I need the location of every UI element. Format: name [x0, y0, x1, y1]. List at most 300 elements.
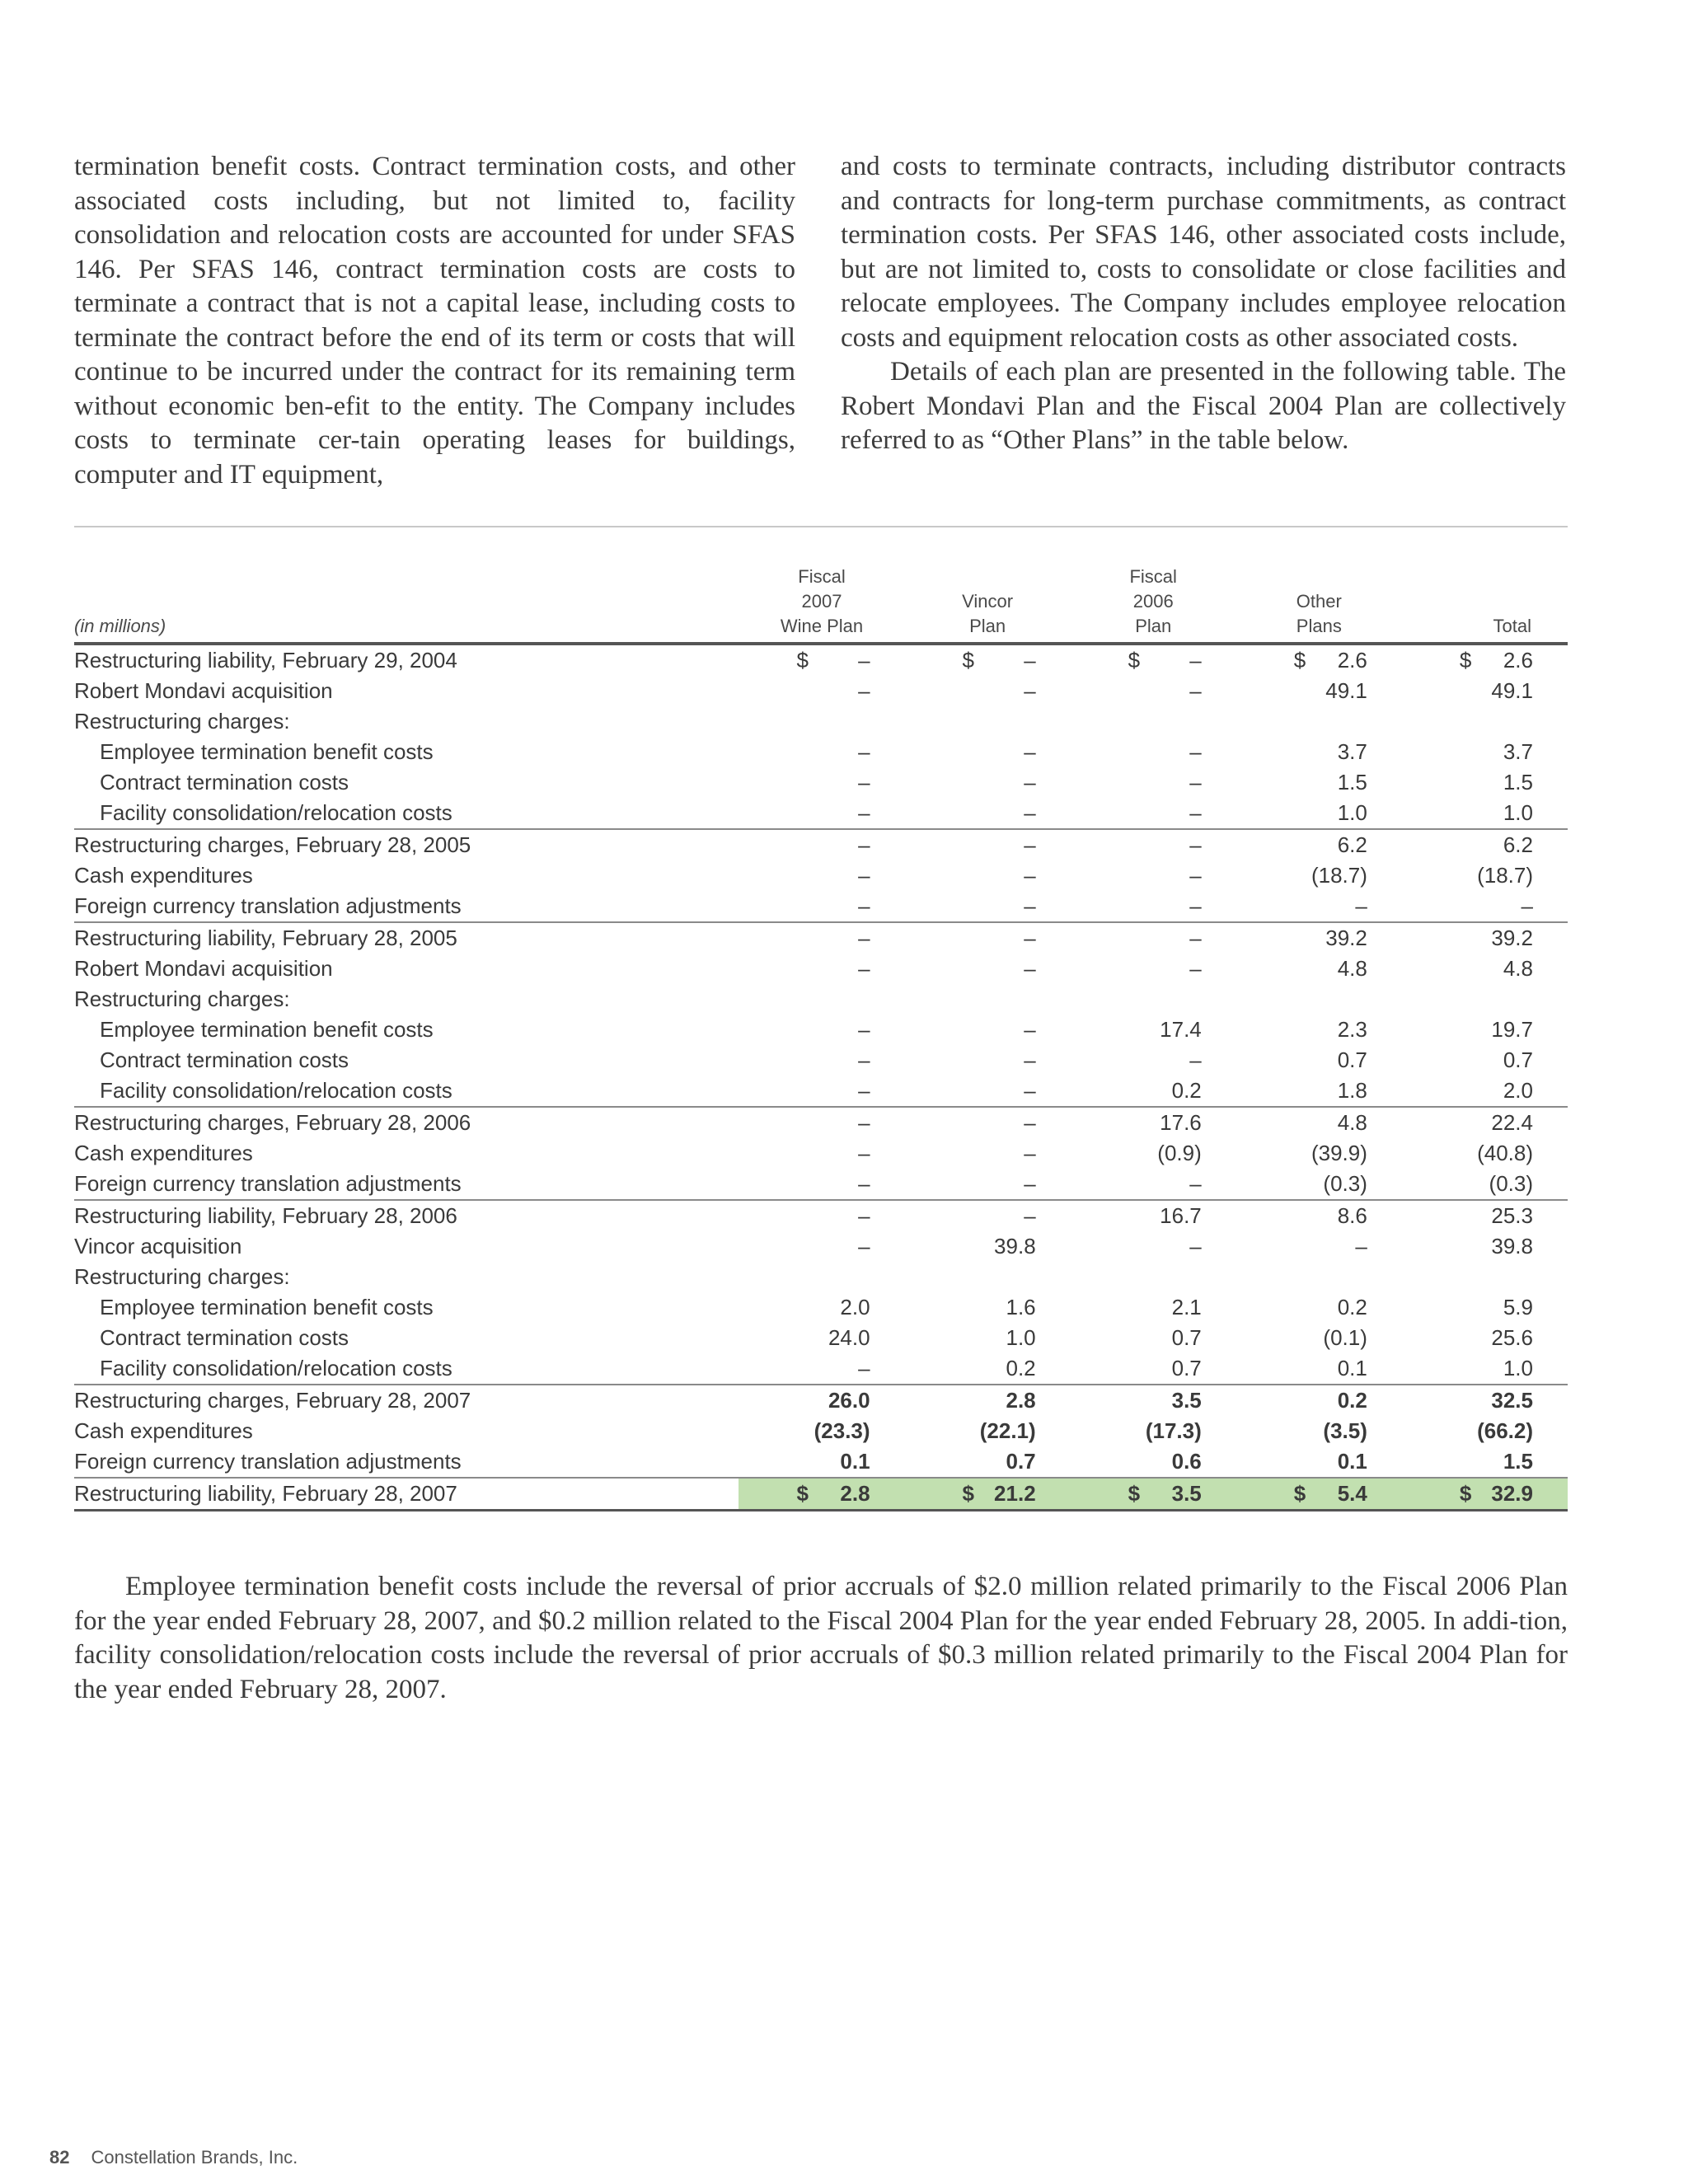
table-cell	[1402, 1262, 1568, 1292]
row-label: Vincor acquisition	[74, 1234, 242, 1258]
cell-value: 39.2	[1491, 926, 1533, 950]
table-header-row	[74, 565, 1568, 644]
cell-value: –	[1189, 770, 1202, 794]
table-cell	[1071, 1200, 1236, 1231]
table-cell	[738, 676, 904, 706]
table-row	[74, 1416, 1568, 1446]
column-header: Fiscal 2007 Wine Plan	[780, 566, 864, 636]
cell-value: –	[1521, 893, 1533, 918]
cell-value: 39.8	[1491, 1234, 1533, 1258]
column-header: Vincor Plan	[962, 591, 1014, 636]
table-cell	[1402, 737, 1568, 767]
row-label: Restructuring charges, February 28, 2006	[74, 1107, 738, 1138]
table-cell	[738, 891, 904, 922]
table-cell	[905, 1478, 1071, 1511]
row-label: Employee termination benefit costs	[100, 739, 434, 764]
row-label: Employee termination benefit costs	[100, 1017, 434, 1042]
table-cell	[738, 798, 904, 829]
table-cell	[1071, 1385, 1236, 1416]
cell-value: 2.8	[840, 1481, 870, 1506]
table-cell	[1402, 1416, 1568, 1446]
table-row	[74, 1385, 1568, 1416]
table-cell	[738, 1015, 904, 1045]
row-label: Contract termination costs	[100, 1047, 349, 1072]
cell-value: (18.7)	[1477, 863, 1533, 888]
row-label: Cash expenditures	[74, 1141, 253, 1165]
row-label: Foreign currency translation adjustments	[74, 1171, 462, 1196]
table-cell	[1236, 1478, 1402, 1511]
right-column-paragraph-2: Details of each plan are presented in the following table. The Robert Mondavi Plan and the Fiscal 2004 Plan are collectively referred to as “Other Plans” in the table below.	[841, 357, 1566, 455]
units-label: (in millions)	[74, 616, 166, 636]
cell-value: –	[858, 863, 870, 888]
row-label: Contract termination costs	[100, 1325, 349, 1350]
cell-value: 5.4	[1337, 1481, 1367, 1506]
table-cell	[1071, 767, 1236, 798]
table-cell	[1071, 1076, 1236, 1107]
cell-value: –	[858, 648, 870, 673]
cell-value: –	[1024, 739, 1036, 764]
row-label: Foreign currency translation adjustments	[74, 893, 462, 918]
cell-value: –	[1189, 863, 1202, 888]
table-cell	[1402, 1323, 1568, 1353]
cell-value: 1.5	[1503, 770, 1533, 794]
cell-value: –	[1024, 1017, 1036, 1042]
cell-value: –	[1024, 832, 1036, 857]
table-cell	[738, 1478, 904, 1511]
table-cell	[905, 891, 1071, 922]
table-cell	[1402, 1292, 1568, 1323]
cell-value: –	[1189, 678, 1202, 703]
table-cell	[1071, 1416, 1236, 1446]
table-cell	[1071, 1353, 1236, 1385]
table-cell	[1236, 1169, 1402, 1200]
cell-value: 1.6	[1006, 1295, 1036, 1319]
table-cell	[905, 1292, 1071, 1323]
row-label: Restructuring liability, February 29, 2004	[74, 648, 457, 673]
table-cell	[738, 767, 904, 798]
cell-value: –	[1189, 1047, 1202, 1072]
cell-value: 1.0	[1006, 1325, 1036, 1350]
table-cell	[1071, 1446, 1236, 1478]
table-cell	[905, 1231, 1071, 1262]
cell-value: –	[1189, 1234, 1202, 1258]
table-row	[74, 706, 1568, 737]
table-cell	[905, 1138, 1071, 1169]
table-cell	[1402, 1200, 1568, 1231]
cell-value: –	[1024, 770, 1036, 794]
table-cell	[905, 1323, 1071, 1353]
page-footer	[49, 2147, 298, 2168]
table-cell	[1071, 1231, 1236, 1262]
table-cell	[1071, 1478, 1236, 1511]
table-cell	[1402, 676, 1568, 706]
company-name: Constellation Brands, Inc.	[91, 2147, 298, 2168]
cell-value: –	[1024, 1047, 1036, 1072]
table-cell	[1402, 1478, 1568, 1511]
cell-value: 22.4	[1491, 1110, 1533, 1135]
table-cell	[1236, 706, 1402, 737]
cell-value: 32.5	[1491, 1388, 1533, 1413]
cell-value: 0.7	[1006, 1449, 1036, 1474]
currency-symbol: $	[1459, 648, 1472, 673]
row-label: Facility consolidation/relocation costs	[100, 1078, 452, 1103]
cell-value: 0.1	[840, 1449, 870, 1474]
cell-value: –	[858, 956, 870, 981]
cell-value: (0.3)	[1489, 1171, 1533, 1196]
table-cell	[738, 1045, 904, 1076]
cell-value: 1.0	[1503, 800, 1533, 825]
table-cell	[1236, 1200, 1402, 1231]
cell-value: 1.8	[1337, 1078, 1367, 1103]
table-cell	[1402, 1169, 1568, 1200]
table-cell	[738, 1262, 904, 1292]
cell-value: 4.8	[1337, 1110, 1367, 1135]
table-row	[74, 1015, 1568, 1045]
table-cell	[1071, 737, 1236, 767]
cell-value: 1.0	[1337, 800, 1367, 825]
cell-value: –	[1189, 739, 1202, 764]
table-cell	[1236, 1015, 1402, 1045]
cell-value: –	[858, 800, 870, 825]
cell-value: 6.2	[1337, 832, 1367, 857]
table-cell	[905, 954, 1071, 984]
table-cell	[1071, 1045, 1236, 1076]
row-label: Restructuring liability, February 28, 2006	[74, 1200, 738, 1231]
table-row	[74, 737, 1568, 767]
cell-value: 21.2	[994, 1481, 1036, 1506]
cell-value: –	[1024, 800, 1036, 825]
table-cell	[1236, 891, 1402, 922]
table-cell	[738, 922, 904, 954]
cell-value: 1.5	[1503, 1449, 1533, 1474]
table-cell	[1402, 798, 1568, 829]
table-cell	[1236, 1045, 1402, 1076]
currency-symbol: $	[796, 648, 809, 673]
table-cell	[905, 798, 1071, 829]
cell-value: 16.7	[1160, 1203, 1202, 1228]
cell-value: 2.1	[1171, 1295, 1202, 1319]
left-column-paragraph: termination benefit costs. Contract termination costs, and other associated costs including, but not limited to, facility consolidation and relocation costs are accounted for under SFAS 146. Per SFAS 146, contract termination costs are costs to terminate a contract that is not a capital lease, including costs to terminate the contract before the end of its term or costs that will continue to be incurred under the contract for its remaining term without economic ben-efit to the entity. The Company includes costs to terminate cer-tain operating leases for buildings, computer and IT equipment,	[74, 152, 795, 490]
table-cell	[1071, 676, 1236, 706]
table-cell	[1071, 1015, 1236, 1045]
table-cell	[1236, 829, 1402, 860]
table-cell	[1402, 1385, 1568, 1416]
table-row	[74, 1138, 1568, 1169]
table-cell	[905, 860, 1071, 891]
table-cell	[1236, 1446, 1402, 1478]
cell-value: 0.7	[1337, 1047, 1367, 1072]
table-row	[74, 954, 1568, 984]
cell-value: –	[858, 832, 870, 857]
cell-value: 0.2	[1337, 1388, 1367, 1413]
cell-value: –	[1355, 893, 1367, 918]
table-cell	[738, 954, 904, 984]
table-cell	[738, 1292, 904, 1323]
cell-value: (40.8)	[1477, 1141, 1533, 1165]
cell-value: (0.3)	[1323, 1171, 1367, 1196]
table-cell	[738, 1138, 904, 1169]
table-cell	[905, 1416, 1071, 1446]
table-cell	[1071, 1138, 1236, 1169]
row-label: Foreign currency translation adjustments	[74, 1449, 462, 1474]
table-row	[74, 1076, 1568, 1107]
cell-value: –	[1024, 678, 1036, 703]
currency-symbol: $	[1128, 1481, 1141, 1506]
cell-value: –	[858, 1203, 870, 1228]
table-row	[74, 984, 1568, 1015]
cell-value: (23.3)	[814, 1418, 870, 1443]
cell-value: 26.0	[828, 1388, 870, 1413]
currency-symbol: $	[1459, 1481, 1472, 1506]
table-cell	[738, 1169, 904, 1200]
table-cell	[1236, 1353, 1402, 1385]
table-cell	[1071, 706, 1236, 737]
table-row	[74, 676, 1568, 706]
table-row	[74, 1045, 1568, 1076]
table-row	[74, 1292, 1568, 1323]
row-label: Restructuring charges, February 28, 2005	[74, 829, 738, 860]
table-cell	[1236, 1076, 1402, 1107]
currency-symbol: $	[1293, 648, 1306, 673]
table-cell	[1402, 954, 1568, 984]
table-row	[74, 1107, 1568, 1138]
cell-value: –	[858, 1171, 870, 1196]
cell-value: (18.7)	[1311, 863, 1367, 888]
table-cell	[738, 737, 904, 767]
row-label: Facility consolidation/relocation costs	[100, 1356, 452, 1380]
table-cell	[905, 829, 1071, 860]
column-header: Fiscal 2006 Plan	[1129, 566, 1177, 636]
table-cell	[738, 1200, 904, 1231]
table-row	[74, 1323, 1568, 1353]
table-row	[74, 891, 1568, 922]
cell-value: –	[858, 1356, 870, 1380]
restructuring-liability-table	[74, 565, 1568, 1511]
row-label: Cash expenditures	[74, 863, 253, 888]
table-cell	[905, 1015, 1071, 1045]
cell-value: 0.2	[1337, 1295, 1367, 1319]
table-cell	[1402, 1446, 1568, 1478]
cell-value: –	[1189, 926, 1202, 950]
cell-value: –	[858, 770, 870, 794]
table-cell	[1236, 737, 1402, 767]
cell-value: –	[858, 678, 870, 703]
cell-value: –	[1024, 1171, 1036, 1196]
cell-value: 2.0	[1503, 1078, 1533, 1103]
cell-value: 4.8	[1337, 956, 1367, 981]
table-cell	[738, 1107, 904, 1138]
cell-value: 3.7	[1503, 739, 1533, 764]
table-cell	[1236, 860, 1402, 891]
row-label: Robert Mondavi acquisition	[74, 678, 333, 703]
table-cell	[905, 706, 1071, 737]
cell-value: –	[858, 1047, 870, 1072]
cell-value: –	[1189, 893, 1202, 918]
table-cell	[905, 1262, 1071, 1292]
cell-value: 25.3	[1491, 1203, 1533, 1228]
table-cell	[1236, 954, 1402, 984]
footnote-paragraph-block	[74, 1570, 1568, 1707]
cell-value: 3.5	[1171, 1481, 1202, 1506]
cell-value: 0.1	[1337, 1449, 1367, 1474]
table-cell	[1236, 1138, 1402, 1169]
cell-value: –	[1189, 800, 1202, 825]
column-header: Total	[1493, 616, 1531, 636]
table-cell	[1402, 1045, 1568, 1076]
cell-value: –	[1024, 1110, 1036, 1135]
table-row	[74, 644, 1568, 676]
table-cell	[1071, 798, 1236, 829]
cell-value: 32.9	[1491, 1481, 1533, 1506]
table-cell	[1071, 860, 1236, 891]
cell-value: –	[1024, 956, 1036, 981]
table-cell	[1236, 1262, 1402, 1292]
row-label: Employee termination benefit costs	[100, 1295, 434, 1319]
column-header: Other Plans	[1296, 591, 1342, 636]
cell-value: –	[858, 1234, 870, 1258]
cell-value: 24.0	[828, 1325, 870, 1350]
row-label: Robert Mondavi acquisition	[74, 956, 333, 981]
cell-value: 3.7	[1337, 739, 1367, 764]
table-cell	[738, 1385, 904, 1416]
cell-value: 4.8	[1503, 956, 1533, 981]
row-label: Restructuring liability, February 28, 2007	[74, 1478, 738, 1511]
table-cell	[1071, 1292, 1236, 1323]
table-cell	[905, 737, 1071, 767]
cell-value: –	[1024, 893, 1036, 918]
table-row	[74, 767, 1568, 798]
table-cell	[738, 829, 904, 860]
table-cell	[1071, 1169, 1236, 1200]
table-row	[74, 1200, 1568, 1231]
cell-value: 5.9	[1503, 1295, 1533, 1319]
cell-value: –	[1024, 863, 1036, 888]
cell-value: 0.7	[1503, 1047, 1533, 1072]
cell-value: (39.9)	[1311, 1141, 1367, 1165]
table-cell	[1236, 767, 1402, 798]
table-cell	[1402, 891, 1568, 922]
cell-value: –	[1189, 648, 1202, 673]
cell-value: –	[858, 739, 870, 764]
table-cell	[905, 1446, 1071, 1478]
currency-symbol: $	[962, 648, 975, 673]
table-cell	[1402, 1138, 1568, 1169]
table-cell	[1236, 676, 1402, 706]
cell-value: –	[858, 1110, 870, 1135]
cell-value: 0.6	[1171, 1449, 1202, 1474]
cell-value: 0.7	[1171, 1356, 1202, 1380]
cell-value: –	[1024, 1203, 1036, 1228]
table-cell	[1071, 954, 1236, 984]
section-divider	[74, 526, 1568, 527]
table-cell	[1402, 984, 1568, 1015]
table-row	[74, 1353, 1568, 1385]
cell-value: 0.1	[1337, 1356, 1367, 1380]
row-label: Restructuring charges:	[74, 987, 290, 1011]
row-label: Restructuring charges:	[74, 709, 290, 733]
table-row	[74, 922, 1568, 954]
cell-value: 19.7	[1491, 1017, 1533, 1042]
table-cell	[1071, 829, 1236, 860]
table-cell	[1071, 644, 1236, 676]
table-cell	[738, 706, 904, 737]
cell-value: –	[858, 926, 870, 950]
table-cell	[1071, 1107, 1236, 1138]
cell-value: 17.6	[1160, 1110, 1202, 1135]
cell-value: 2.3	[1337, 1017, 1367, 1042]
cell-value: –	[1024, 1141, 1036, 1165]
row-label: Restructuring liability, February 28, 2005	[74, 922, 738, 954]
cell-value: (66.2)	[1477, 1418, 1533, 1443]
cell-value: (3.5)	[1323, 1418, 1367, 1443]
table-cell	[738, 644, 904, 676]
table-cell	[1402, 1076, 1568, 1107]
table-cell	[738, 1231, 904, 1262]
cell-value: (0.1)	[1323, 1325, 1367, 1350]
table-row	[74, 860, 1568, 891]
table-cell	[905, 644, 1071, 676]
cell-value: 1.0	[1503, 1356, 1533, 1380]
table-cell	[738, 1323, 904, 1353]
table-cell	[1236, 1385, 1402, 1416]
cell-value: –	[858, 1017, 870, 1042]
cell-value: 0.2	[1171, 1078, 1202, 1103]
row-label: Restructuring charges, February 28, 2007	[74, 1385, 738, 1416]
row-label: Cash expenditures	[74, 1418, 253, 1443]
table-row	[74, 1446, 1568, 1478]
cell-value: 0.2	[1006, 1356, 1036, 1380]
table-row	[74, 1262, 1568, 1292]
row-label: Restructuring charges:	[74, 1264, 290, 1289]
table-cell	[1402, 829, 1568, 860]
left-text-column	[74, 150, 795, 492]
cell-value: 17.4	[1160, 1017, 1202, 1042]
table-cell	[1402, 860, 1568, 891]
cell-value: –	[1189, 956, 1202, 981]
table-cell	[1236, 1107, 1402, 1138]
cell-value: 25.6	[1491, 1325, 1533, 1350]
currency-symbol: $	[1293, 1481, 1306, 1506]
cell-value: 39.8	[994, 1234, 1036, 1258]
table-cell	[1071, 1262, 1236, 1292]
right-column-paragraph-1: and costs to terminate contracts, including distributor contracts and contracts for long-term purchase commitments, as contract termination costs. Per SFAS 146, other associated costs include, but are not limited to, costs to consolidate or close facilities and relocate employees. The Company includes employee relocation costs and equipment relocation costs as other associated costs.	[841, 152, 1566, 353]
table-cell	[738, 1076, 904, 1107]
cell-value: –	[1189, 1171, 1202, 1196]
cell-value: (17.3)	[1145, 1418, 1202, 1443]
table-cell	[738, 1446, 904, 1478]
table-cell	[1402, 922, 1568, 954]
table-cell	[905, 1353, 1071, 1385]
table-row	[74, 1231, 1568, 1262]
table-cell	[1236, 1231, 1402, 1262]
cell-value: (0.9)	[1157, 1141, 1202, 1165]
cell-value: –	[858, 1141, 870, 1165]
table-cell	[905, 1385, 1071, 1416]
table-row	[74, 798, 1568, 829]
page-number: 82	[49, 2147, 70, 2168]
cell-value: –	[1024, 926, 1036, 950]
cell-value: 1.5	[1337, 770, 1367, 794]
table-cell	[1236, 1292, 1402, 1323]
table-cell	[905, 1169, 1071, 1200]
table-cell	[738, 1353, 904, 1385]
table-cell	[905, 676, 1071, 706]
cell-value: 2.6	[1503, 648, 1533, 673]
table-cell	[905, 1107, 1071, 1138]
cell-value: 2.0	[840, 1295, 870, 1319]
table-cell	[905, 1045, 1071, 1076]
right-text-column	[841, 150, 1566, 458]
